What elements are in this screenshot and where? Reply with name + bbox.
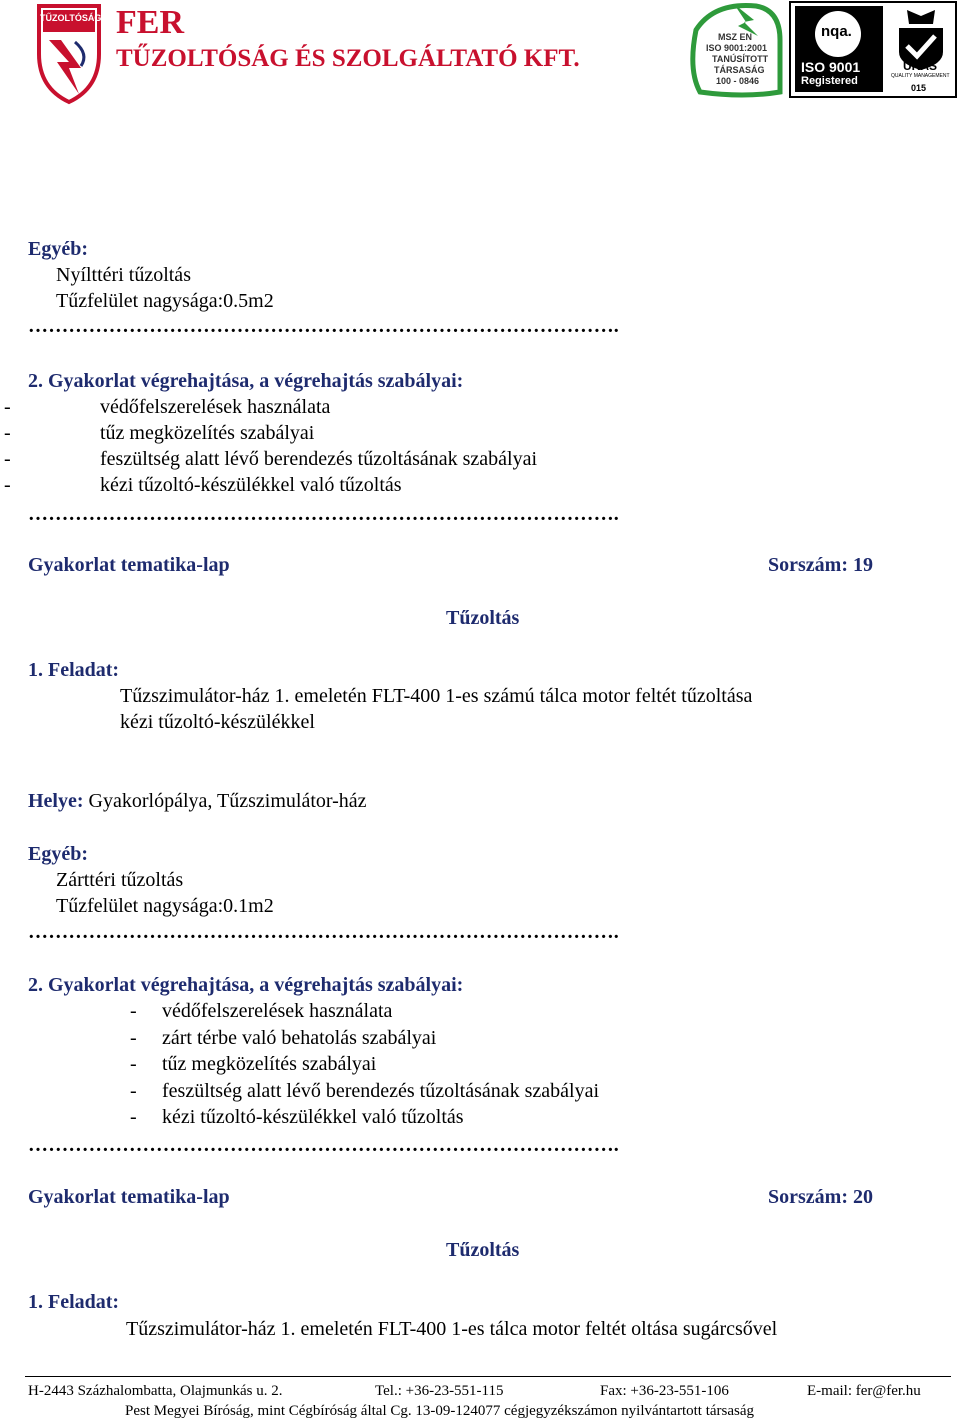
task-label: 1. Feladat: (28, 659, 120, 681)
rule-item: védőfelszerelések használata (162, 1000, 393, 1022)
sheet-number: Sorszám: 20 (768, 1186, 873, 1208)
sheet-title: Gyakorlat tematika-lap (28, 1186, 230, 1208)
logo-text: TŰZOLTÓSÁG (40, 13, 102, 23)
dotted-separator: ……………………………………………………………………………. (28, 1134, 619, 1156)
egyeb-label: Egyéb: (28, 238, 88, 260)
rule-dash: - (130, 1000, 137, 1022)
rule-dash: - (130, 1106, 137, 1128)
rule-item: zárt térbe való behatolás szabályai (162, 1027, 437, 1049)
egyeb-line: Tűzfelület nagysága:0.1m2 (56, 895, 274, 917)
task-label: 1. Feladat: (28, 1291, 120, 1313)
location-line (28, 789, 367, 813)
task-description: Tűzszimulátor-ház 1. emeletén FLT-400 1-es tálca motor feltét oltása sugárcsővel (126, 1318, 778, 1340)
task-description: kézi tűzoltó-készülékkel (120, 711, 315, 733)
badge-line-1: MSZ EN (718, 32, 753, 42)
location-value: Gyakorlópálya, Tűzszimulátor-ház (88, 790, 367, 812)
rule-dash: - (4, 474, 11, 496)
rule-dash: - (4, 396, 11, 418)
egyeb-label: Egyéb: (28, 843, 88, 865)
company-short-name: FER (116, 4, 184, 41)
rule-dash: - (4, 422, 11, 444)
rule-item: kézi tűzoltó-készülékkel való tűzoltás (100, 474, 402, 496)
topic-heading: Tűzoltás (446, 1239, 520, 1261)
rule-dash: - (4, 448, 11, 470)
rule-dash: - (130, 1080, 137, 1102)
ukas-mark (889, 6, 953, 92)
badge-line-3: TANÚSÍTOTT (712, 54, 769, 64)
nqa-brand: nqa. (821, 23, 852, 40)
rule-dash: - (130, 1053, 137, 1075)
sheet-number: Sorszám: 19 (768, 554, 873, 576)
rule-item: tűz megközelítés szabályai (100, 422, 315, 444)
dotted-separator: ……………………………………………………………………………. (28, 315, 619, 337)
rule-item: feszültség alatt lévő berendezés tűzoltásának szabályai (100, 448, 538, 470)
egyeb-line: Tűzfelület nagysága:0.5m2 (56, 290, 274, 312)
rule-item: feszültség alatt lévő berendezés tűzoltásának szabályai (162, 1080, 600, 1102)
dotted-separator: ……………………………………………………………………………. (28, 503, 619, 525)
dotted-separator: ……………………………………………………………………………. (28, 921, 619, 943)
footer-address: H-2443 Százhalombatta, Olajmunkás u. 2. (28, 1383, 283, 1399)
nqa-iso: ISO 9001 (801, 59, 861, 75)
nqa-registered: Registered (801, 75, 858, 87)
location-label: Helye: (28, 790, 84, 812)
badge-line-2: ISO 9001:2001 (706, 43, 768, 53)
footer-divider (25, 1376, 951, 1377)
sheet-title: Gyakorlat tematika-lap (28, 554, 230, 576)
step-2-title: 2. Gyakorlat végrehajtása, a végrehajtás szabályai: (28, 974, 464, 996)
footer-fax: Fax: +36-23-551-106 (600, 1383, 729, 1399)
rule-item: kézi tűzoltó-készülékkel való tűzoltás (162, 1106, 464, 1128)
badge-line-4: TÁRSASÁG (714, 65, 765, 75)
rule-item: védőfelszerelések használata (100, 396, 331, 418)
ukas-sub: QUALITY MANAGEMENT (891, 73, 950, 79)
rule-dash: - (130, 1027, 137, 1049)
egyeb-line: Zárttéri tűzoltás (56, 869, 184, 891)
footer-registry: Pest Megyei Bíróság, mint Cégbíróság által Cg. 13-09-124077 cégjegyzékszámon nyilvántartott társaság (125, 1403, 755, 1419)
topic-heading: Tűzoltás (446, 607, 520, 629)
footer-email[interactable]: E-mail: fer@fer.hu (807, 1383, 921, 1399)
rule-item: tűz megközelítés szabályai (162, 1053, 377, 1075)
ukas-number: 015 (911, 83, 927, 93)
egyeb-line: Nyílttéri tűzoltás (56, 264, 191, 286)
company-full-name: TŰZOLTÓSÁG ÉS SZOLGÁLTATÓ KFT. (116, 45, 580, 72)
step-2-title: 2. Gyakorlat végrehajtása, a végrehajtás szabályai: (28, 370, 464, 392)
ukas-brand: UKAS (903, 59, 938, 73)
task-description: Tűzszimulátor-ház 1. emeletén FLT-400 1-es számú tálca motor feltét tűzoltása (120, 685, 753, 707)
certification-box (789, 1, 957, 98)
footer-tel: Tel.: +36-23-551-115 (375, 1383, 504, 1399)
badge-line-5: 100 - 0846 (716, 76, 760, 86)
